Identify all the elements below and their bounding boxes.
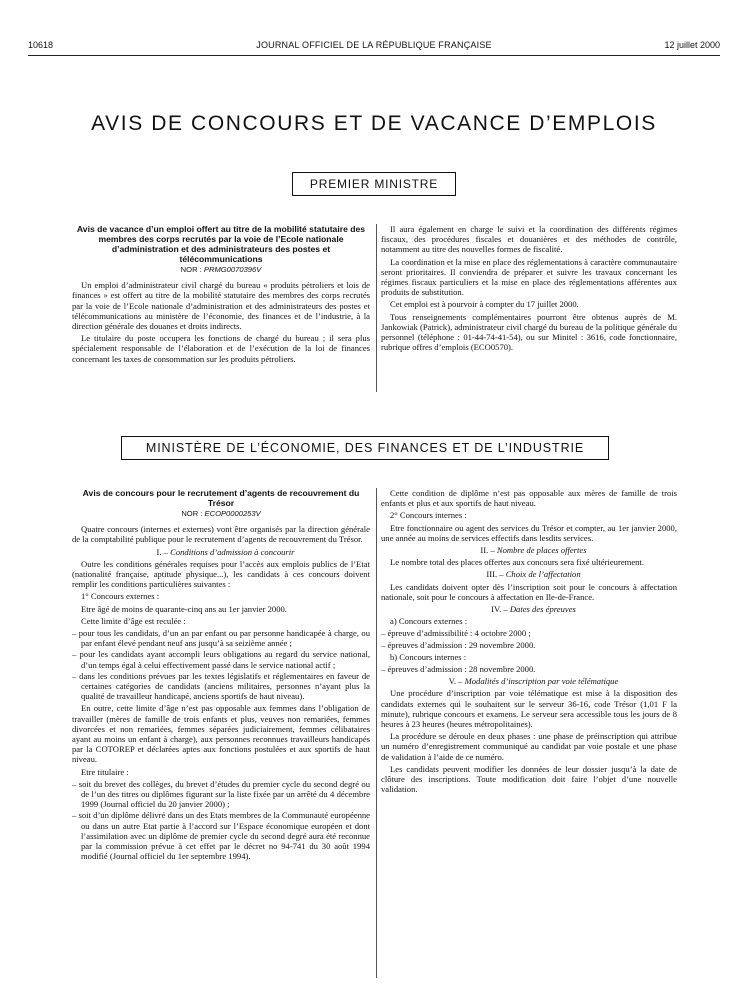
list (381, 628, 677, 649)
nor-code: PRMG0070396V (203, 265, 262, 274)
paragraph: La procédure se déroule en deux phases : une phase de préinscription qui attribue un numéro d’enregistrement communiqué au candidat par voie postale et une phase de validation à l’aide de ce numéro. (381, 731, 677, 762)
section-heading: V. – Modalités d’inscription par voie télématique (448, 676, 619, 687)
notice-title: Avis de concours pour le recrutement d’agents de recouvrement du Trésor (82, 488, 360, 508)
nor-reference: NOR : PRMG0070396V (180, 265, 262, 274)
paragraph: a) Concours externes : (390, 616, 468, 627)
header-rule (28, 55, 720, 56)
issue-date: 12 juillet 2000 (664, 40, 720, 50)
section2-right-column (381, 488, 677, 796)
section-heading: IV. – Dates des épreuves (491, 604, 576, 615)
paragraph: Etre âgé de moins de quarante-cinq ans au 1er janvier 2000. (81, 603, 287, 614)
nor-code: ECOP0000253V (204, 509, 261, 518)
paragraph: Les candidats peuvent modifier les données de leur dossier jusqu’à la date de clôture des inscriptions. Toute modification doit faire l’objet d’une nouvelle validation. (381, 763, 677, 795)
journal-title: JOURNAL OFFICIEL DE LA RÉPUBLIQUE FRANÇAISE (256, 40, 492, 50)
ministry-box-economie: MINISTÈRE DE L’ÉCONOMIE, DES FINANCES ET DE L’INDUSTRIE (121, 436, 609, 460)
list-item: – épreuves d’admission : 28 novembre 2000. (381, 664, 677, 674)
paragraph: 2° Concours internes : (390, 510, 467, 521)
paragraph: La coordination et la mise en place des réglementations à caractère communautaire seront prioritaires. Il conviendra de préparer et suivre les travaux concernant les régimes fiscaux particuliers et la mise en place des réglementations afférentes aux produits de substitution. (381, 256, 677, 298)
column-divider (376, 224, 377, 392)
section2-left-column (72, 488, 370, 864)
paragraph: Cette condition de diplôme n’est pas opposable aux mères de famille de trois enfants et plus et aux sportifs de haut niveau. (381, 488, 677, 509)
paragraph: Les candidats doivent opter dès l’inscription soit pour le concours à affectation nationale, soit pour le concours à affectation en Ile-de-France. (381, 581, 677, 602)
column-divider (376, 488, 377, 978)
paragraph: Etre titulaire : (81, 766, 129, 777)
list-item: – soit d’un diplôme délivré dans un des Etats membres de la Communauté européenne ou dans un autre Etat partie à l’accord sur l’Espace économique européen et dont l’assimilation avec un diplôme de premier cycle du second degré aura été reconnue par la commission prévue à cet effet par le décret no 94-741 du 30 août 1994 modifié (Journal officiel du 1er septembre 1994). (72, 810, 370, 861)
paragraph: Il aura également en charge le suivi et la coordination des différents régimes fiscaux, des procédures fiscales et douanières et des méthodes de contrôle, notamment au titre des nouvelles formes de fiscalité. (381, 224, 677, 255)
paragraph: Le titulaire du poste occupera les fonctions de chargé du bureau ; il sera plus spécialement responsable de l’élaboration et de l’exécution de la loi de finances concernant les taxes de consommation sur les produits pétroliers. (72, 333, 370, 364)
paragraph: Le nombre total des places offertes aux concours sera fixé ultérieurement. (390, 557, 644, 568)
paragraph: 1° Concours externes : (81, 591, 160, 602)
list (72, 779, 370, 862)
paragraph: En outre, cette limite d’âge n’est pas opposable aux femmes dans l’obligation de travailler (mères de famille de trois enfants et plus, veuves non remariées, femmes divorcées et non remariées, femmes séparées judiciairement, femmes célibataires ayant au moins un enfant à charge), aux personnes reconnues travailleurs handicapés par la COTOREP et déclarées aptes aux fonctions postulées et aux sportifs de haut niveau. (72, 703, 370, 765)
paragraph: Etre fonctionnaire ou agent des services du Trésor et compter, au 1er janvier 2000, une année au moins de services effectifs dans lesdits services. (381, 522, 677, 543)
page-number: 10618 (28, 40, 54, 50)
running-header (28, 40, 720, 56)
section1-right-column (381, 224, 677, 354)
paragraph: Cette limite d’âge est reculée : (81, 615, 186, 626)
section-heading: II. – Nombre de places offertes (480, 545, 587, 556)
paragraph: b) Concours internes : (390, 651, 467, 662)
list-item: – pour tous les candidats, d’un an par enfant ou par personne handicapée à charge, ou par enfant élevé pendant neuf ans jusqu’à sa seizième année ; (72, 628, 370, 648)
page-title: AVIS DE CONCOURS ET DE VACANCE D’EMPLOIS (91, 112, 657, 135)
paragraph: Tous renseignements complémentaires pourront être obtenus auprès de M. Jankowiak (Patrick), administrateur civil chargé du bureau de la politique générale du personnel (téléphone : 01-44-74-41-54), ou sur Minitel : 3616, code fonctionnaire, rubrique offres d’emplois (ECO0570). (381, 311, 677, 353)
list (381, 664, 677, 674)
paragraph: Quatre concours (internes et externes) vont être organisés par la direction générale de la comptabilité publique pour le recrutement d’agents de recouvrement du Trésor. (72, 524, 370, 545)
paragraph: Cet emploi est à pourvoir à compter du 17 juillet 2000. (390, 299, 579, 310)
list-item: – épreuve d’admissibilité : 4 octobre 2000 ; (381, 628, 677, 638)
list (72, 628, 370, 701)
section1-left-column (72, 224, 370, 366)
nor-reference: NOR : ECOP0000253V (181, 509, 261, 518)
paragraph: Outre les conditions générales requises pour l’accès aux emplois publics de l’Etat (nationalité française, aptitude physique...), les candidats à ces concours doivent remplir les conditions particulières suivantes : (72, 558, 370, 590)
paragraph: Un emploi d’administrateur civil chargé du bureau « produits pétroliers et lois de finances » est offert au titre de la mobilité statutaire des membres des corps recrutés par la voie de l’Ecole nationale d’administration et des administrateurs des postes et télécommunications au ministère de l’économie, des finances et de l’industrie, à la direction générale des douanes et droits indirects. (72, 280, 370, 332)
notice-title: Avis de vacance d’un emploi offert au titre de la mobilité statutaire des membres des corps recrutés par la voie de l’Ecole nationale d’administration et des administrateurs des postes et télécommunications (76, 224, 366, 264)
paragraph: Une procédure d’inscription par voie télématique est mise à la disposition des candidats externes qui le souhaitent sur le serveur 36-16, code Trésor (1,01 F la minute), rubrique concours et examens. Le serveur sera accessible tous les jours de 8 heures à 23 heures (heures métropolitaines). (381, 688, 677, 730)
list-item: – dans les conditions prévues par les textes législatifs et réglementaires en faveur de certaines catégories de candidats (anciens militaires, personnes n’ayant plus la qualité de travailleur handicapé, anciens sportifs de haut niveau). (72, 671, 370, 702)
section-heading: I. – Conditions d’admission à concourir (156, 546, 295, 557)
list-item: – épreuves d’admission : 29 novembre 2000. (381, 640, 677, 650)
ministry-box-premier-ministre: PREMIER MINISTRE (292, 172, 456, 196)
list-item: – pour les candidats ayant accompli leurs obligations au regard du service national, d’un temps égal à celui effectivement passé dans le service national actif ; (72, 649, 370, 669)
section-heading: III. – Choix de l’affectation (486, 569, 581, 580)
list-item: – soit du brevet des collèges, du brevet d’études du premier cycle du second degré ou de l’un des titres ou diplômes figurant sur la liste fixée par un arrêté du 4 décembre 1999 (Journal officiel du 20 janvier 2000) ; (72, 779, 370, 810)
